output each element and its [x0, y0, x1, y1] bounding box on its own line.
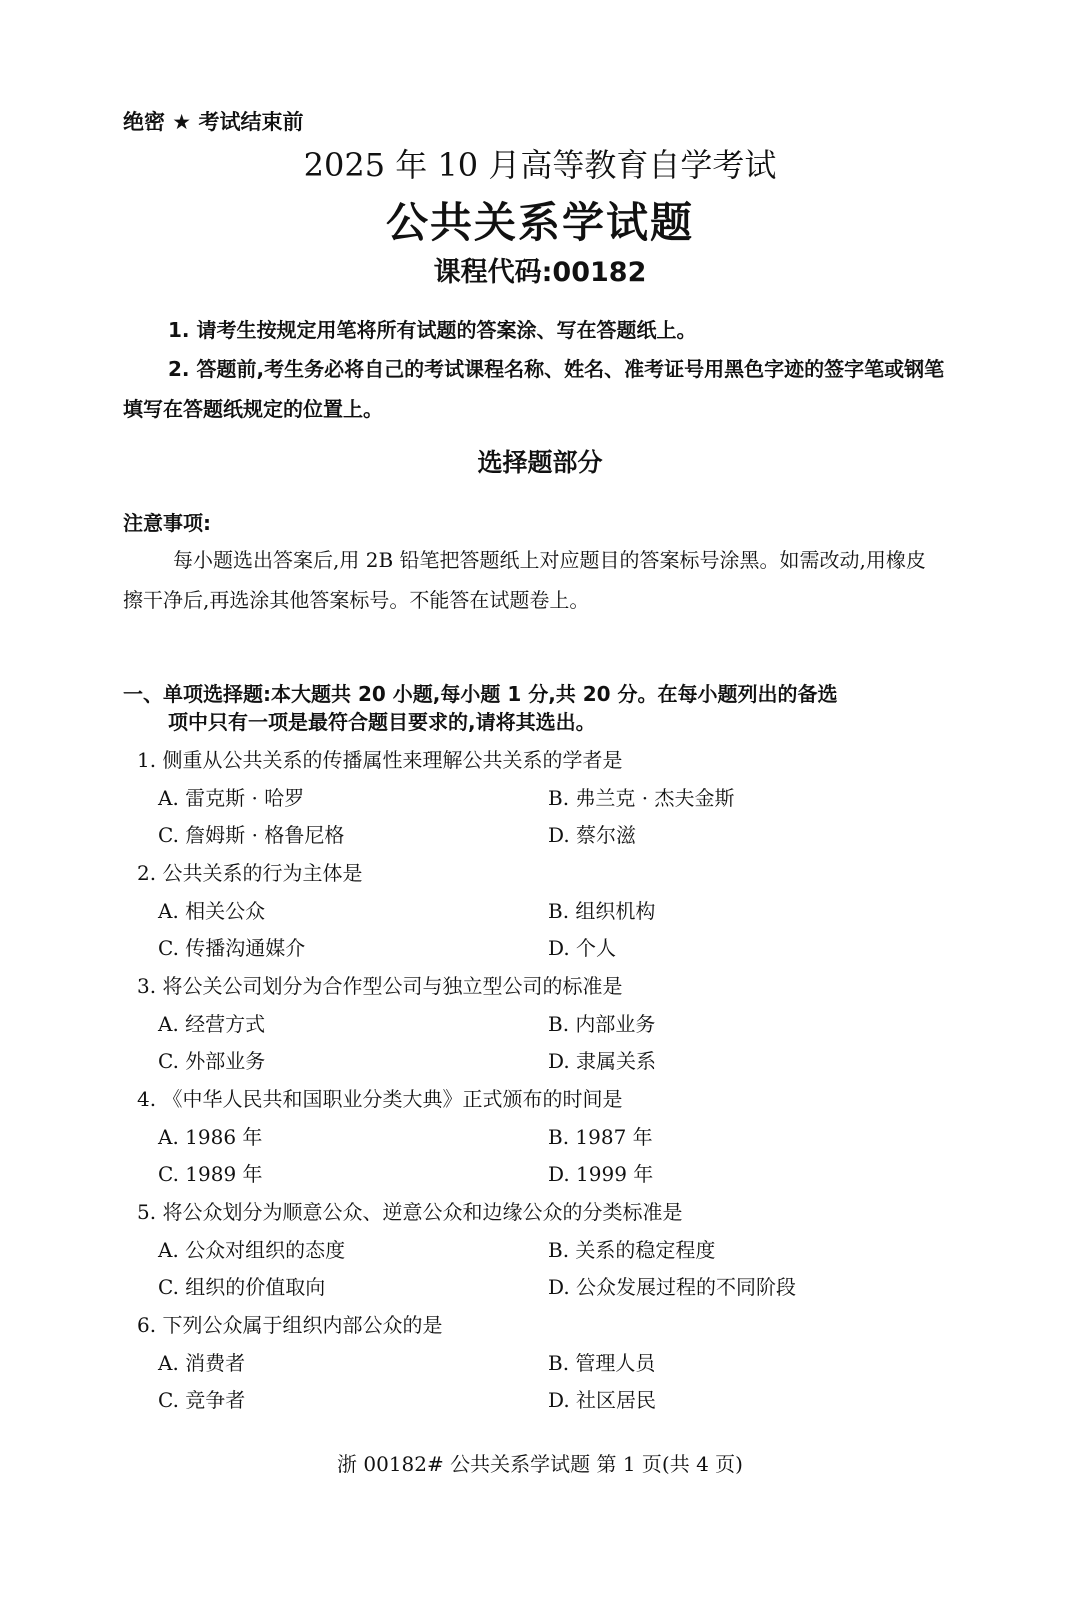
- question-1-option-c: C. 詹姆斯 · 格鲁尼格: [158, 823, 345, 847]
- secret-label: 绝密 ★ 考试结束前: [123, 110, 304, 134]
- question-5-option-d: D. 公众发展过程的不同阶段: [548, 1275, 797, 1299]
- question-3-option-a: A. 经营方式: [158, 1012, 266, 1036]
- part1-heading-line1: 一、单项选择题:本大题共 20 小题,每小题 1 分,共 20 分。在每小题列出的备选: [123, 682, 838, 706]
- question-2-stem: 2. 公共关系的行为主体是: [137, 861, 363, 885]
- notice-line-2: 擦干净后,再选涂其他答案标号。不能答在试题卷上。: [123, 588, 590, 612]
- exam-title: 2025 年 10 月高等教育自学考试: [303, 146, 777, 184]
- question-3-option-c: C. 外部业务: [158, 1049, 266, 1073]
- part1-heading-line2: 项中只有一项是最符合题目要求的,请将其选出。: [168, 710, 596, 734]
- notice-line-1: 每小题选出答案后,用 2B 铅笔把答题纸上对应题目的答案标号涂黑。如需改动,用橡皮: [173, 548, 926, 572]
- question-4-option-d: D. 1999 年: [548, 1162, 654, 1186]
- question-3-option-b: B. 内部业务: [548, 1012, 656, 1036]
- question-6-option-b: B. 管理人员: [548, 1351, 656, 1375]
- question-6-option-c: C. 竞争者: [158, 1388, 246, 1412]
- notice-label: 注意事项:: [123, 511, 211, 535]
- question-5-option-a: A. 公众对组织的态度: [158, 1238, 346, 1262]
- question-1-option-d: D. 蔡尔滋: [548, 823, 637, 847]
- question-6-option-a: A. 消费者: [158, 1351, 246, 1375]
- course-code: 课程代码:00182: [433, 257, 647, 288]
- question-4-option-c: C. 1989 年: [158, 1162, 263, 1186]
- subject-title: 公共关系学试题: [385, 198, 694, 247]
- question-5-stem: 5. 将公众划分为顺意公众、逆意公众和边缘公众的分类标准是: [137, 1200, 683, 1224]
- question-2-option-b: B. 组织机构: [548, 899, 656, 923]
- question-3-stem: 3. 将公关公司划分为合作型公司与独立型公司的标准是: [137, 974, 623, 998]
- instruction-1: 1. 请考生按规定用笔将所有试题的答案涂、写在答题纸上。: [168, 318, 697, 342]
- question-5-option-c: C. 组织的价值取向: [158, 1275, 326, 1299]
- instruction-2-line2: 填写在答题纸规定的位置上。: [123, 397, 383, 421]
- question-3-option-d: D. 隶属关系: [548, 1049, 657, 1073]
- question-6-stem: 6. 下列公众属于组织内部公众的是: [137, 1313, 443, 1337]
- question-5-option-b: B. 关系的稳定程度: [548, 1238, 716, 1262]
- instruction-2-line1: 2. 答题前,考生务必将自己的考试课程名称、姓名、准考证号用黑色字迹的签字笔或钢笔: [168, 357, 945, 381]
- section-title: 选择题部分: [477, 448, 603, 477]
- question-2-option-d: D. 个人: [548, 936, 617, 960]
- question-1-option-a: A. 雷克斯 · 哈罗: [158, 786, 305, 810]
- question-2-option-a: A. 相关公众: [158, 899, 266, 923]
- question-2-option-c: C. 传播沟通媒介: [158, 936, 306, 960]
- question-1-stem: 1. 侧重从公共关系的传播属性来理解公共关系的学者是: [137, 748, 623, 772]
- page-footer: 浙 00182# 公共关系学试题 第 1 页(共 4 页): [337, 1452, 743, 1476]
- question-4-option-a: A. 1986 年: [158, 1125, 263, 1149]
- question-4-option-b: B. 1987 年: [548, 1125, 653, 1149]
- question-4-stem: 4. 《中华人民共和国职业分类大典》正式颁布的时间是: [137, 1087, 623, 1111]
- question-1-option-b: B. 弗兰克 · 杰夫金斯: [548, 786, 735, 810]
- question-6-option-d: D. 社区居民: [548, 1388, 657, 1412]
